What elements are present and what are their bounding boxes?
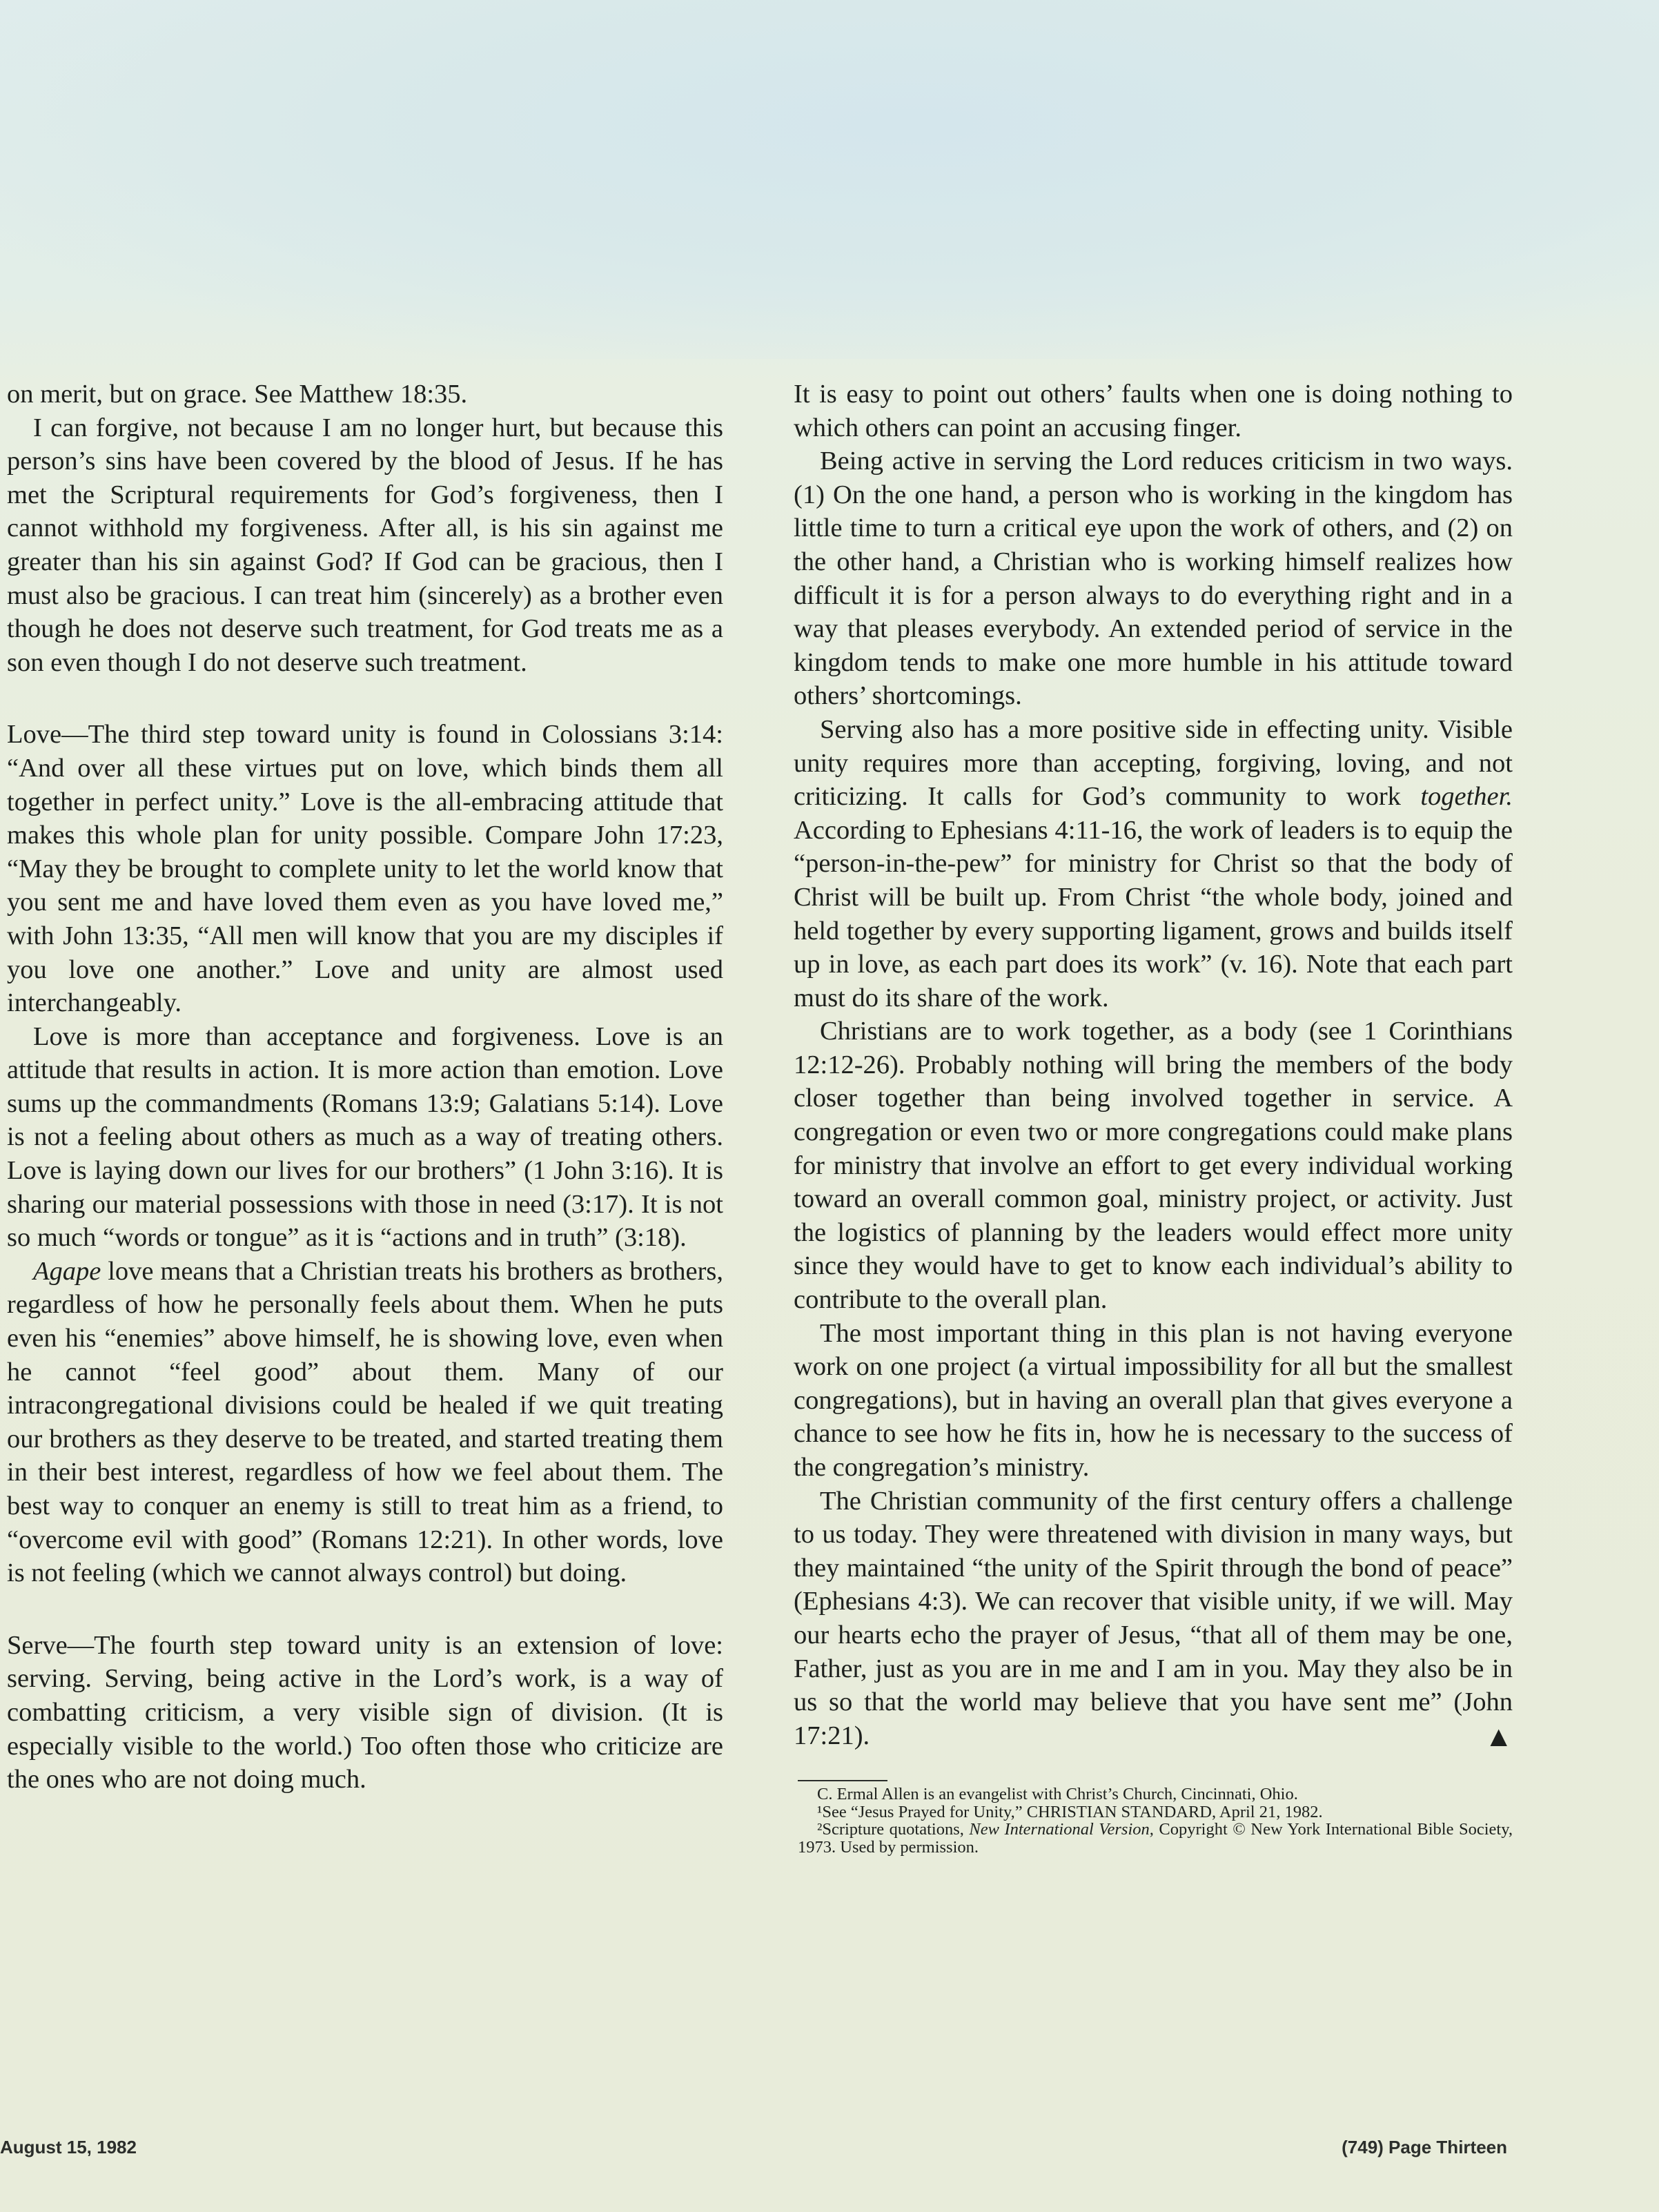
footnote-spacer xyxy=(794,1752,1513,1780)
paragraph: I can forgive, not because I am no longer hurt, but because this person’s sins have been covered by the blood of Jesus. If he has met the Scriptural requirements for God’s forgiveness, then I cannot withhold my forgiveness. After all, is his sin against me greater than his sin against God? If God can be gracious, then I must also be gracious. I can treat him (sincerely) as a brother even though he does not deserve such treatment, for God treats me as a son even though I do not deserve such treatment. xyxy=(7,413,723,677)
emphasis-together: together. xyxy=(1420,782,1513,812)
end-triangle-icon: ▲ xyxy=(1490,1722,1507,1749)
author-note: C. Ermal Allen is an evangelist with Christ’s Church, Cincinnati, Ohio. xyxy=(817,1785,1298,1804)
section-serve xyxy=(7,1629,723,1797)
footnote-2-text: ²Scripture quotations, xyxy=(817,1820,970,1839)
footnotes xyxy=(794,1785,1513,1856)
paragraph-text: Serving also has a more positive side in effecting unity. Visible unity requires more than accepting, forgiving, loving, and not criticizing. It calls for God’s community to work xyxy=(794,714,1513,812)
section-spacer xyxy=(7,1590,723,1629)
paragraph-together xyxy=(794,713,1513,1015)
section-heading-love: Love xyxy=(7,720,62,750)
footnote-1: ¹See “Jesus Prayed for Unity,” CHRISTIAN STANDARD, April 21, 1982. xyxy=(817,1802,1323,1821)
paragraph: It is easy to point out others’ faults when one is doing nothing to which others can point an accusing finger. xyxy=(794,380,1513,442)
paragraph-agape xyxy=(7,1255,723,1590)
paragraph: Being active in serving the Lord reduces criticism in two ways. (1) On the one hand, a person who is working in the kingdom has little time to turn a critical eye upon the work of others, and (2) on the other hand, a Christian who is working himself realizes how difficult it is for a person always to do everything right and in a way that pleases everybody. An extended period of service in the kingdom tends to make one more humble in his attitude toward others’ shortcomings. xyxy=(794,447,1513,711)
footnote-2-version: New International Version, xyxy=(969,1820,1154,1839)
section-love xyxy=(7,718,723,1019)
section-serve-text: —The fourth step toward unity is an extension of love: serving. Serving, being active in the Lord’s work, is a way of combatting criticism, a very visible sign of division. (It is especially visible to the world.) Too often those who criticize are the ones who are not doing much. xyxy=(7,1630,723,1794)
paragraph-text: The Christian community of the first century offers a challenge to us today. They were threatened with division in many ways, but they maintained “the unity of the Spirit through the bond of peace” (Ephesians 4:3). We can recover that visible unity, if we will. May our hearts echo the prayer of Jesus, “that all of them may be one, Father, just as you are in me and I am in you. May they also be in us so that the world may believe that you have sent me” (John 17:21). xyxy=(794,1486,1513,1750)
footnote-2 xyxy=(798,1821,1513,1856)
paragraph: Christians are to work together, as a body (see 1 Corinthians 12:12-26). Probably nothing will bring the members of the body closer together than being involved together in service. A congregation or even two or more congregations could make plans for ministry that involve an effort to get every individual working toward an overall common goal, ministry project, or activity. Just the logistics of planning by the leaders would effect more unity since they would have to get to know each individual’s ability to contribute to the overall plan. xyxy=(794,1017,1513,1315)
footnote-2-copyright: Copyright © New York International Bible Society, 1973. Used by permission. xyxy=(798,1820,1513,1857)
section-heading-serve: Serve xyxy=(7,1630,68,1660)
agape-term: Agape xyxy=(33,1256,101,1286)
section-spacer xyxy=(7,679,723,718)
right-column xyxy=(794,378,1513,1856)
paragraph: The most important thing in this plan is not having everyone work on one project (a virtual impossibility for all but the smallest congregations), but in having an overall plan that gives everyone a chance to see how he fits in, how he is necessary to the success of the congregation’s ministry. xyxy=(794,1318,1513,1482)
footer-page-number: (749) Page Thirteen xyxy=(1342,2137,1507,2157)
footer-date: August 15, 1982 xyxy=(0,2137,137,2157)
paragraph: on merit, but on grace. See Matthew 18:35. xyxy=(7,380,468,409)
header-illustration-band xyxy=(0,0,1659,359)
paragraph-text: According to Ephesians 4:11-16, the work of leaders is to equip the “person-in-the-pew” for ministry for Christ so that the body of Christ will be built up. From Christ “the whole body, joined and held together by every supporting ligament, grows and builds itself up in love, as each part does its work” (v. 16). Note that each part must do its share of the work. xyxy=(794,815,1513,1012)
left-column xyxy=(7,378,723,1797)
paragraph: Love is more than acceptance and forgiveness. Love is an attitude that results in action. It is more action than emotion. Love sums up the commandments (Romans 13:9; Galatians 5:14). Love is not a feeling about others as much as a way of treating others. Love is laying down our lives for our brothers” (1 John 3:16). It is sharing our material possessions with those in need (3:17). It is not so much “words or tongue” as it is “actions and in truth” (3:18). xyxy=(7,1021,723,1253)
section-love-text: —The third step toward unity is found in Colossians 3:14: “And over all these virtues put on love, which binds them all together in perfect unity.” Love is the all-embracing attitude that makes this whole plan for unity possible. Compare John 17:23, “May they be brought to complete unity to let the world know that you sent me and have loved them even as you have loved me,” with John 13:35, “All men will know that you are my disciples if you love one another.” Love and unity are almost used interchangeably. xyxy=(7,720,723,1018)
paragraph-closing xyxy=(794,1485,1513,1753)
footnote-rule xyxy=(798,1780,887,1781)
paragraph-agape-text: love means that a Christian treats his brothers as brothers, regardless of how he personally feels about them. When he puts even his “enemies” above himself, he is showing love, even when he cannot “feel good” about them. Many of our intracongregational divisions could be healed if we quit treating our brothers as they deserve to be treated, and started treating them in their best interest, regardless of how we feel about them. The best way to conquer an enemy is still to treat him as a friend, to “overcome evil with good” (Romans 12:21). In other words, love is not feeling (which we cannot always control) but doing. xyxy=(7,1256,723,1588)
